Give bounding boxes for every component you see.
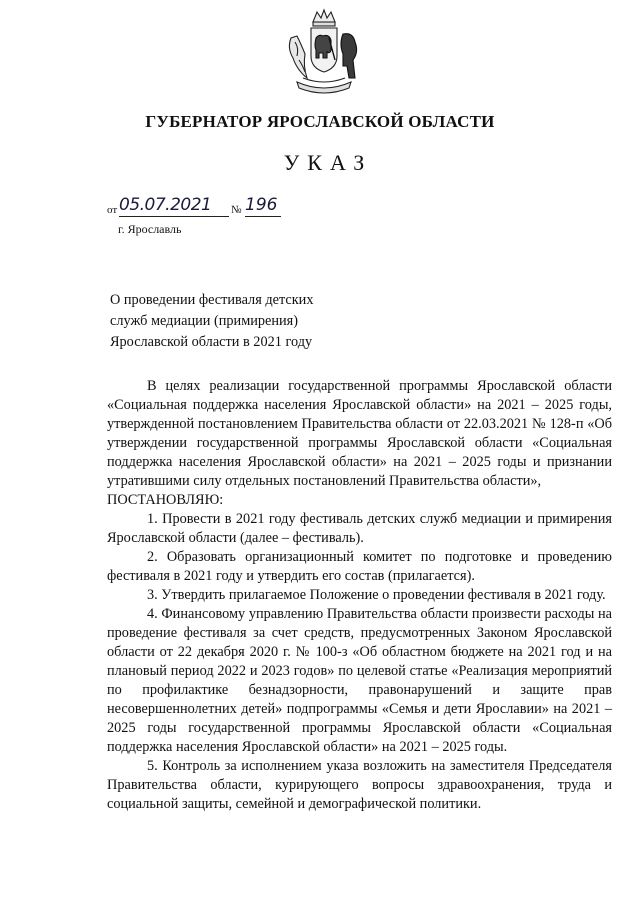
document-date: 05.07.2021: [119, 195, 229, 217]
order-item-1: 1. Провести в 2021 году фестиваль детских служб медиации и примирения Ярославской области (далее – фестиваль).: [107, 511, 612, 546]
document-issuer-title: ГУБЕРНАТОР ЯРОСЛАВСКОЙ ОБЛАСТИ: [145, 112, 495, 131]
document-subject: [110, 290, 313, 353]
order-item-3: 3. Утвердить прилагаемое Положение о проведении фестиваля в 2021 году.: [147, 587, 606, 603]
date-prefix: от: [107, 204, 118, 216]
document-type-title: УКАЗ: [283, 150, 373, 175]
number-sign: №: [231, 204, 242, 216]
crown-icon: [313, 10, 335, 22]
preamble-paragraph: В целях реализации государственной программы Ярославской области «Социальная поддержка населения Ярославской области» на 2021 – 2025 годы, утвержденной постановлением Правительства области от 22.03.2021 № 128-п «Об утверждении государственной программы Ярославской области «Социальная поддержка населения Ярославской области» на 2021 – 2025 годы и признании утратившими силу отдельных постановлений Правительства области»,: [107, 378, 612, 489]
issue-city: г. Ярославль: [118, 222, 182, 236]
subject-line: Ярославской области в 2021 году: [110, 334, 313, 350]
order-item-2: 2. Образовать организационный комитет по подготовке и проведению фестиваля в 2021 году и утвердить его состав (прилагается).: [107, 549, 612, 584]
ribbon-icon: [297, 82, 351, 93]
subject-line: О проведении фестиваля детских: [110, 292, 314, 308]
document-body: [107, 377, 612, 814]
document-number: 196: [245, 195, 281, 217]
order-item-4: 4. Финансовому управлению Правительства области произвести расходы на проведение фестиваля за счет средств, предусмотренных Законом Ярославской области от 22 декабря 2020 г. № 100-з «Об областном бюджете на 2021 год и на плановый период 2022 и 2023 годов» по целевой статье «Реализация мероприятий по профилактике безнадзорности, правонарушений и защите прав несовершеннолетних детей» подпрограммы «Семья и дети Ярославии» на 2021 – 2025 годы государственной программы Ярославской области «Социальная поддержка населения Ярославской области» на 2021 – 2025 годы.: [107, 606, 612, 755]
order-item-5: 5. Контроль за исполнением указа возложить на заместителя Председателя Правительства области, курирующего вопросы здравоохранения, труда и социальной защиты, семейной и демографической политики.: [107, 758, 612, 812]
right-supporter-icon: [341, 34, 357, 78]
coat-of-arms-emblem: [283, 8, 365, 98]
subject-line: служб медиации (примирения): [110, 313, 299, 329]
resolve-heading: ПОСТАНОВЛЯЮ:: [107, 492, 224, 508]
